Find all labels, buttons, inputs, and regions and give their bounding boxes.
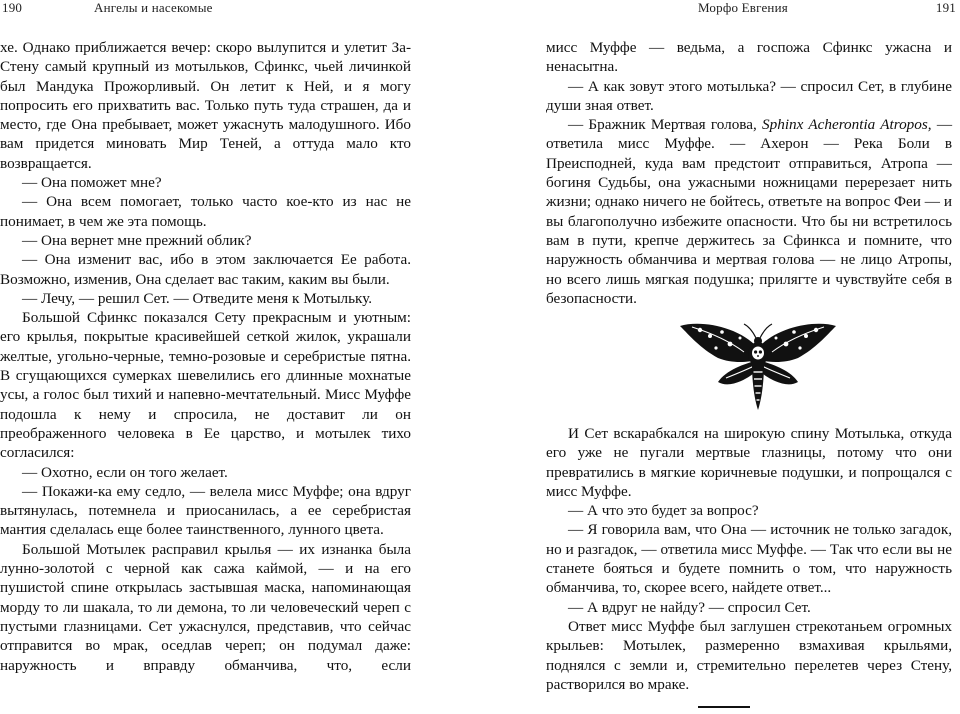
paragraph: — Она поможет мне? — [22, 174, 162, 192]
running-head-right: Морфо Евгения — [698, 0, 788, 15]
moth-svg — [678, 318, 838, 414]
section-end-rule — [698, 706, 750, 708]
right-body-text-top — [546, 38, 952, 308]
paragraph: мисс Муффе — ведьма, а госпожа Сфинкс ужасна и ненасытна. — [546, 39, 952, 76]
paragraph: — А вдруг не найду? — спросил Сет. — [568, 598, 811, 616]
paragraph: — А что это будет за вопрос? — [568, 502, 759, 520]
paragraph: — Она всем помогает, только часто кое-кто из нас не понимает, в чем же эта помощь. — [0, 193, 411, 230]
latin-name: Sphinx Acherontia Atropos, — [762, 116, 932, 134]
paragraph: — Охотно, если он того желает. — [22, 463, 228, 481]
paragraph: — Я говорила вам, что Она — источник не только загадок, но и разгадок, — ответила мисс Муффе. — Так что если вы не станете бояться и будете помнить о том, что наружность обманчива, то, скорее всего, найдете ответ... — [546, 521, 952, 597]
paragraph: — Она изменит вас, ибо в этом заключается Ее работа. Возможно, изменив, Она сделает вас таким, каким вы были. — [0, 251, 411, 288]
page-number-left: 190 — [2, 0, 23, 15]
deaths-head-hawkmoth-icon — [678, 318, 838, 414]
paragraph: Ответ мисс Муффе был заглушен стрекотаньем огромных крыльев: Мотылек, размеренно взмахивая крыльями, поднялся с земли и, стремительно перелетев через Стену, растворился во мраке. — [546, 617, 952, 693]
paragraph: хе. Однако приближается вечер: скоро вылупится и улетит За-Стену самый крупный из мотыльков, Сфинкс, чьей личинкой был Мандука Прожорливый. Он летит к Ней, и я могу попросить его прихватить вас. Только путь туда страшен, да и место, где Она пребывает, может ужаснуть малодушного. Ибо вам придется миновать Мир Теней, а оттуда мало кто возвращается. — [0, 39, 411, 172]
text-run: — ответила мисс Муффе. — Ахерон — Река Боли в Преисподней, куда вам предстоит отправиться, Атропа — богиня Судьбы, она ужасными ножницами перерезает нить жизни; однако ничего не бойтесь, ответьте на вопрос Феи — и вы благополучно избежите опасности. Что бы ни встретилось вам в пути, крепче держитесь за Сфинкса и помните, что наружность обманчива и мертвая голова — не лицо Атропы, но всего лишь мягкая подушка; прилягте и чувствуйте себя в безопасности. — [546, 116, 953, 307]
left-page — [0, 0, 478, 714]
running-head-left: Ангелы и насекомые — [94, 0, 213, 15]
text-run: — Бражник Мертвая голова, — [568, 116, 763, 134]
page-number-right: 191 — [935, 0, 956, 15]
paragraph: — Лечу, — решил Сет. — Отведите меня к Мотыльку. — [22, 289, 373, 307]
paragraph: — Покажи-ка ему седло, — велела мисс Муффе; она вдруг вытянулась, потемнела и приосанилась, а ее серебристая мантия сделалась еще более таинственного, лунного цвета. — [0, 482, 411, 539]
left-body-text — [0, 38, 411, 675]
right-page — [482, 0, 960, 714]
paragraph: — А как зовут этого мотылька? — спросил Сет, в глубине души зная ответ. — [546, 77, 952, 114]
paragraph: Большой Сфинкс показался Сету прекрасным и уютным: его крылья, покрытые красивейшей сеткой жилок, украшали желтые, угольно-черные, темно-розовые и серебристые пятна. В сгущающихся сумерках шевелились его длинные мохнатые усы, а голос был тихий и напевно-мечтательный. Мисс Муффе подошла к нему и спросила, не доставит ли он преображенного человека в Ее царство, и мотылек тихо согласился: — [0, 309, 411, 462]
paragraph: — Она вернет мне прежний облик? — [22, 231, 252, 249]
paragraph: И Сет вскарабкался на широкую спину Мотылька, откуда его уже не пугали мертвые глазницы, потому что они превратились в мягкие коричневые подушки, и попрощался с мисс Муффе. — [546, 425, 952, 500]
right-body-text-bottom — [546, 424, 952, 694]
paragraph: Большой Мотылек расправил крылья — их изнанка была лунно-золотой с черной как сажа каймой, — и на его пушистой спине открылась застывшая маска, напоминающая морду то ли шакала, то ли демона, то ли человеческий череп с пустыми глазницами. Сет ужаснулся, представив, что сейчас отправится во мрак, оседлав череп; он подумал даже: наружность и вправду обманчива, что, если — [0, 540, 411, 674]
paragraph-latin-name — [546, 115, 952, 308]
